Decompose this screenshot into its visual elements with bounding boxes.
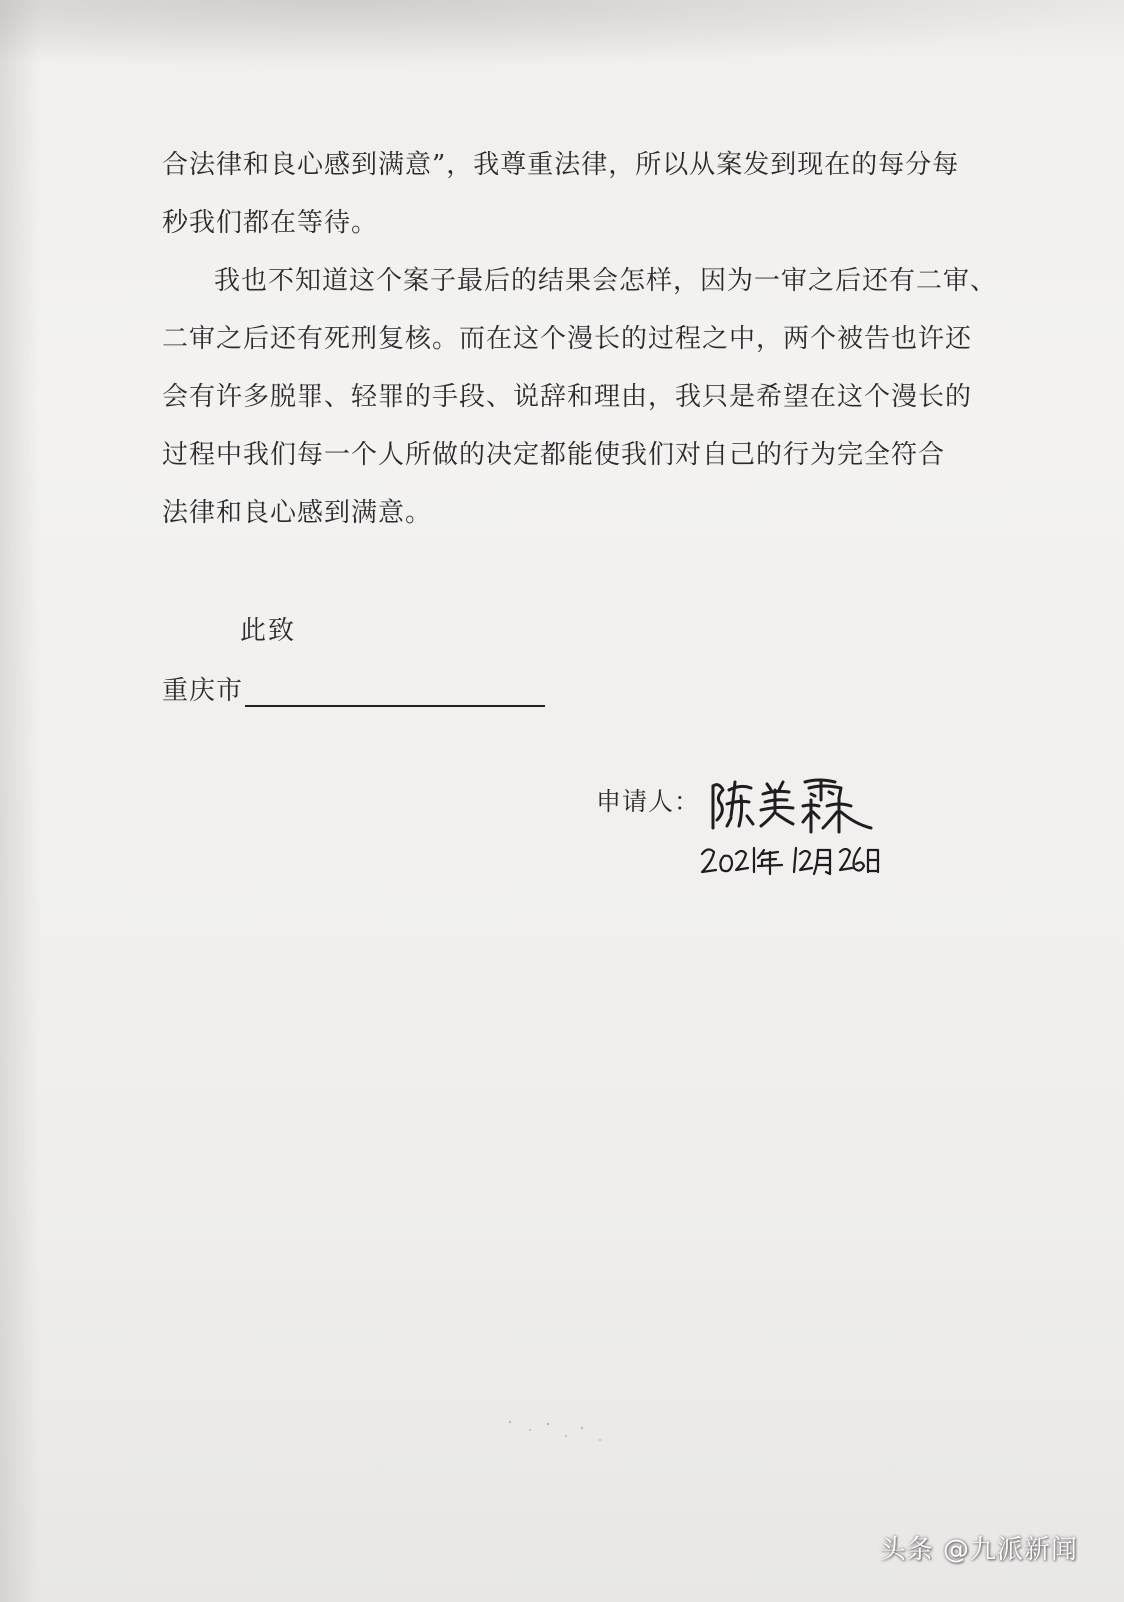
applicant-label: 申请人： [596, 787, 701, 816]
body-line-5: 会有许多脱罪、轻罪的手段、说辞和理由，我只是希望在这个漫长的 [162, 382, 973, 412]
body-line-4: 二审之后还有死刑复核。而在这个漫长的过程之中，两个被告也许还 [162, 324, 973, 354]
body-line-1: 合法律和良心感到满意”，我尊重法律，所以从案发到现在的每分每 [162, 150, 960, 180]
handwritten-date [700, 840, 880, 880]
closing-ci-zhi: 此致 [240, 616, 297, 646]
letter-body [162, 136, 998, 542]
paper-shadow-top [0, 0, 1124, 70]
addressee-label: 重庆市 [162, 676, 244, 706]
addressee [162, 670, 545, 707]
body-line-3: 我也不知道这个案子最后的结果会怎样，因为一审之后还有二审、 [214, 266, 998, 296]
handwritten-signature [705, 768, 875, 838]
body-line-6: 过程中我们每一个人所做的决定都能使我们对自己的行为完全符合 [162, 440, 946, 470]
paper-specks [500, 1410, 620, 1450]
body-line-7: 法律和良心感到满意。 [162, 498, 433, 528]
body-line-2: 秒我们都在等待。 [162, 208, 379, 238]
paper-shadow-left [0, 0, 40, 1602]
addressee-blank-line [245, 675, 545, 707]
watermark: 头条 @九派新闻 [879, 1535, 1078, 1565]
